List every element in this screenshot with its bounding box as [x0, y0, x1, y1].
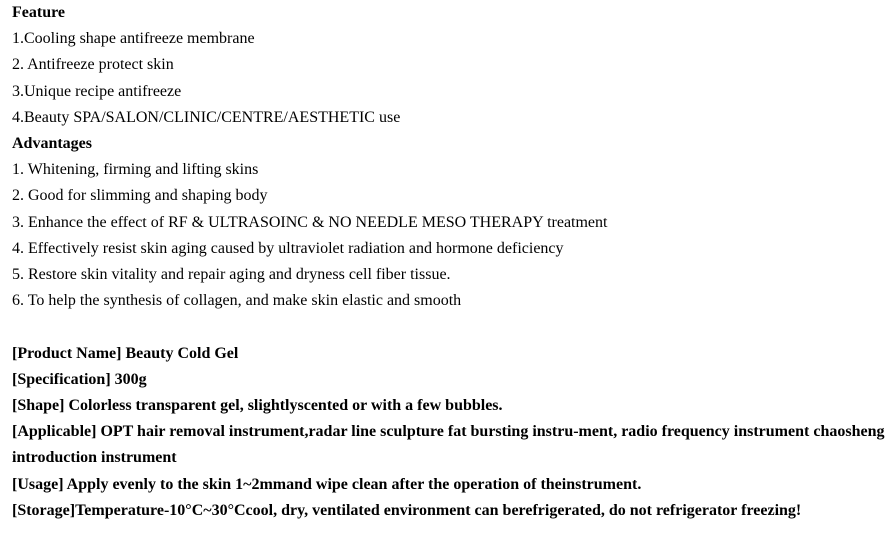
- feature-item-3: 3.Unique recipe antifreeze: [12, 82, 182, 100]
- feature-heading: Feature: [12, 4, 66, 21]
- advantage-item-2: 2. Good for slimming and shaping body: [12, 187, 268, 205]
- spec-usage: [Usage] Apply evenly to the skin 1~2mmand wipe clean after the operation of theinstrument.: [12, 475, 642, 493]
- spec-specification: [Specification] 300g: [12, 370, 147, 388]
- feature-item-1: 1.Cooling shape antifreeze membrane: [12, 30, 255, 48]
- advantage-item-6: 6. To help the synthesis of collagen, and make skin elastic and smooth: [12, 292, 462, 310]
- advantage-item-5: 5. Restore skin vitality and repair aging and dryness cell fiber tissue.: [12, 266, 451, 284]
- spec-shape: [Shape] Colorless transparent gel, slightlyscented or with a few bubbles.: [12, 397, 503, 415]
- feature-section: [12, 0, 892, 131]
- product-description: [12, 0, 892, 524]
- spec-product-name: [Product Name] Beauty Cold Gel: [12, 344, 239, 362]
- advantage-item-3: 3. Enhance the effect of RF & ULTRASOINC & NO NEEDLE MESO THERAPY treatment: [12, 213, 608, 231]
- advantages-section: [12, 131, 892, 314]
- feature-item-2: 2. Antifreeze protect skin: [12, 56, 174, 74]
- spec-applicable: [Applicable] OPT hair removal instrument,radar line sculpture fat bursting instru-ment, radio frequency instrument chaosheng introduction instrument: [12, 423, 885, 467]
- spec-storage: [Storage]Temperature-10°C~30°Ccool, dry, ventilated environment can berefrigerated, do not refrigerator freezing!: [12, 501, 802, 519]
- specs-section: [12, 341, 892, 524]
- advantages-heading: Advantages: [12, 135, 93, 153]
- advantage-item-1: 1. Whitening, firming and lifting skins: [12, 161, 259, 179]
- feature-item-4: 4.Beauty SPA/SALON/CLINIC/CENTRE/AESTHETIC use: [12, 108, 401, 126]
- section-spacer: [12, 314, 892, 340]
- advantage-item-4: 4. Effectively resist skin aging caused by ultraviolet radiation and hormone deficiency: [12, 239, 564, 257]
